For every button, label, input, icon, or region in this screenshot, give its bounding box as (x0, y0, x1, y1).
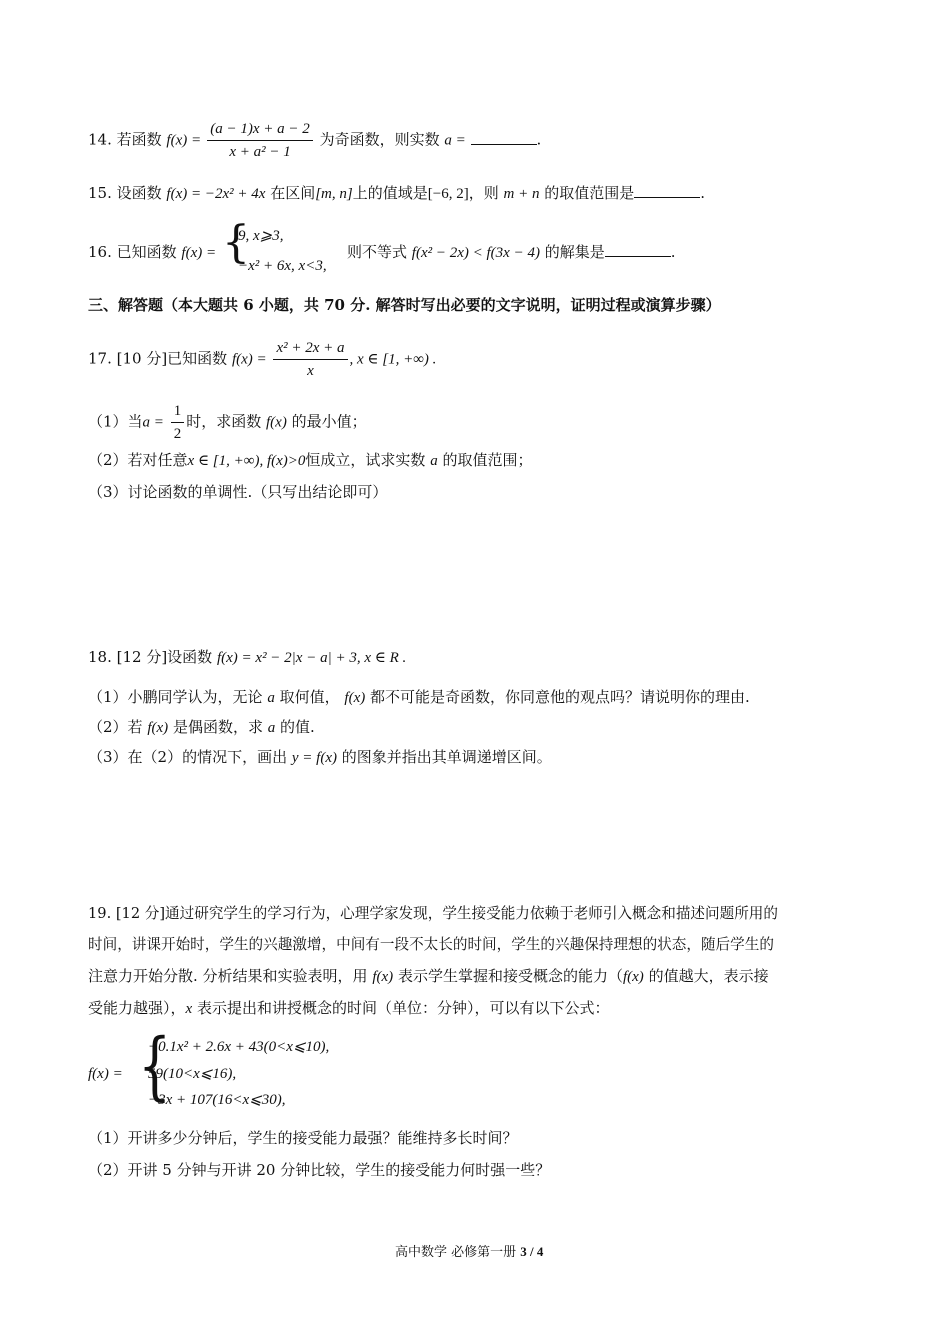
q16-t1: 则不等式 (347, 243, 408, 261)
q15-t4: 的取值范围是 (544, 184, 635, 202)
q17-p1-fraction (171, 402, 185, 443)
q19-brace: { (138, 1023, 172, 1109)
q18-p3-text2: 的图象并指出其单调递增区间。 (341, 748, 552, 766)
q19-line1: 19. [12 分]通过研究学生的学习行为，心理学家发现，学生接受能力依赖于老师引入概念和描述问题所用的 (88, 905, 778, 922)
q19-line2: 时间，讲课开始时，学生的兴趣激增，中间有一段不太长的时间，学生的兴趣保持理想的状态，随后学生的 (88, 936, 774, 953)
q15-label: 15. 设函数 (88, 184, 162, 202)
page-number: 3 / 4 (520, 1244, 544, 1259)
q17-p2-text: （2）若对任意 (88, 451, 188, 469)
q19-line3-fx2: f(x) (622, 969, 644, 985)
q18-p1-text3: 都不可能是奇函数，你同意他的观点吗？请说明你的理由. (370, 688, 750, 706)
q16-end: . (670, 243, 676, 261)
q17-p1-text3: 的最小值； (291, 412, 367, 431)
q17-numerator: x² + 2x + a (273, 339, 347, 360)
q18-p2-text3: 的值. (280, 718, 315, 736)
q14-numerator: (a − 1)x + a − 2 (207, 120, 313, 141)
q18-part3 (88, 747, 552, 768)
q17-denominator: x (307, 363, 314, 379)
q14-label: 14. 若函数 (88, 130, 162, 149)
q17-p1-var: a = (142, 414, 164, 431)
q14-answer-blank (471, 130, 537, 145)
q19-part2: （2）开讲 5 分钟与开讲 20 分钟比较，学生的接受能力何时强一些？ (88, 1161, 551, 1179)
q17-domain: , x ∈ [1, +∞) . (349, 351, 437, 368)
q19-line4-x: x (185, 1001, 193, 1017)
question-14 (88, 120, 541, 161)
q16-answer-blank (605, 242, 671, 257)
q15-t2: 上的值域是 (352, 184, 428, 202)
q17-p1-text: （1）当 (88, 412, 143, 431)
q17-p1-den: 2 (173, 426, 182, 442)
q19-case3: −3x + 107(16<x⩽30), (148, 1092, 286, 1108)
q16-fx: f(x) = (181, 245, 217, 261)
q14-text: 为奇函数，则实数 (319, 130, 440, 149)
q16-brace: { (222, 217, 250, 268)
q15-expr: f(x) = −2x² + 4x (166, 186, 266, 202)
q18-p1-text: （1）小鹏同学认为，无论 (88, 688, 263, 706)
q17-p1-fx: f(x) (266, 414, 287, 431)
q17-fx: f(x) = (231, 351, 267, 368)
q16-case1: 9, x⩾3, (238, 228, 284, 244)
q15-mn: m + n (503, 186, 540, 202)
q16-rest (347, 242, 676, 263)
q19-line4-text: 受能力越强）， (88, 999, 186, 1017)
q17-part2 (88, 450, 533, 471)
q16-t2: 的解集是 (544, 243, 605, 261)
q14-fx: f(x) (166, 132, 188, 149)
q17-p2-expr: x ∈ [1, +∞), f(x)>0 (187, 453, 306, 469)
q19-line3-text3: 的值越大，表示接 (648, 967, 769, 985)
q18-p2-var: a (267, 720, 276, 736)
question-16 (88, 242, 216, 263)
q18-expr: f(x) = x² − 2|x − a| + 3, x ∈ R . (216, 650, 407, 666)
q15-t1: 在区间 (270, 184, 316, 202)
q17-p1-text2: 时，求函数 (186, 412, 262, 431)
q15-answer-blank (634, 183, 700, 198)
q19-case2: 59(10<x⩽16), (148, 1066, 237, 1082)
q18-p1-var: a (267, 690, 275, 706)
q17-part1 (88, 402, 367, 443)
q18-part1 (88, 687, 750, 708)
q19-case1: −0.1x² + 2.6x + 43(0<x⩽10), (148, 1039, 330, 1055)
q18-p2-text: （2）若 (88, 718, 143, 736)
q16-label: 16. 已知函数 (88, 243, 177, 261)
q17-part3: （3）讨论函数的单调性.（只写出结论即可） (88, 483, 388, 501)
q18-p1-text2: 取何值， (279, 688, 340, 706)
q17-p2-text3: 的取值范围； (442, 451, 533, 469)
q15-end: . (700, 184, 706, 202)
q19-line3-text: 注意力开始分散. 分析结果和实验表明，用 (88, 967, 368, 985)
q19-part1: （1）开讲多少分钟后，学生的接受能力最强？能维持多长时间？ (88, 1129, 518, 1147)
q18-p1-fx: f(x) (344, 690, 366, 706)
question-15 (88, 183, 705, 204)
q15-t3: ，则 (468, 184, 499, 202)
q14-end: . (536, 130, 542, 149)
q18-label: 18. [12 分]设函数 (88, 648, 213, 666)
q14-fraction (207, 120, 313, 161)
q18-part2 (88, 717, 315, 738)
q19-line3-text2: 表示学生掌握和接受概念的能力（ (397, 967, 623, 985)
q18-p3-expr: y = f(x) (291, 750, 337, 766)
page-footer (395, 1242, 543, 1263)
q17-p1-num: 1 (171, 402, 185, 423)
q16-ineq: f(x² − 2x) < f(3x − 4) (411, 245, 540, 261)
q14-var: a = (444, 132, 466, 149)
section-heading: 三、解答题（本大题共 6 小题，共 70 分. 解答时写出必要的文字说明，证明过程或演算步骤） (88, 296, 721, 314)
footer-text: 高中数学 必修第一册 (395, 1245, 517, 1260)
q19-line4 (88, 998, 609, 1019)
q18-p2-text2: 是偶函数，求 (172, 718, 263, 736)
q19-fx: f(x) = (88, 1066, 123, 1082)
q15-interval: [m, n] (315, 186, 353, 202)
q17-label: 17. [10 分]已知函数 (88, 349, 228, 368)
q19-line4-text2: 表示提出和讲授概念的时间（单位：分钟），可以有以下公式： (196, 999, 610, 1017)
q17-p2-var: a (430, 453, 438, 469)
q17-fraction (273, 339, 347, 380)
q18-p3-text: （3）在（2）的情况下，画出 (88, 748, 288, 766)
q19-line3 (88, 966, 769, 987)
q16-case2: −x² + 6x, x<3, (238, 258, 327, 274)
q14-denominator: x + a² − 1 (229, 144, 291, 160)
question-18 (88, 647, 406, 668)
q14-eq: = (192, 132, 201, 149)
q17-p2-text2: 恒成立，试求实数 (305, 451, 426, 469)
q19-line3-fx: f(x) (372, 969, 394, 985)
q15-range: [−6, 2] (427, 186, 469, 202)
question-17 (88, 339, 436, 380)
q18-p2-fx: f(x) (147, 720, 169, 736)
